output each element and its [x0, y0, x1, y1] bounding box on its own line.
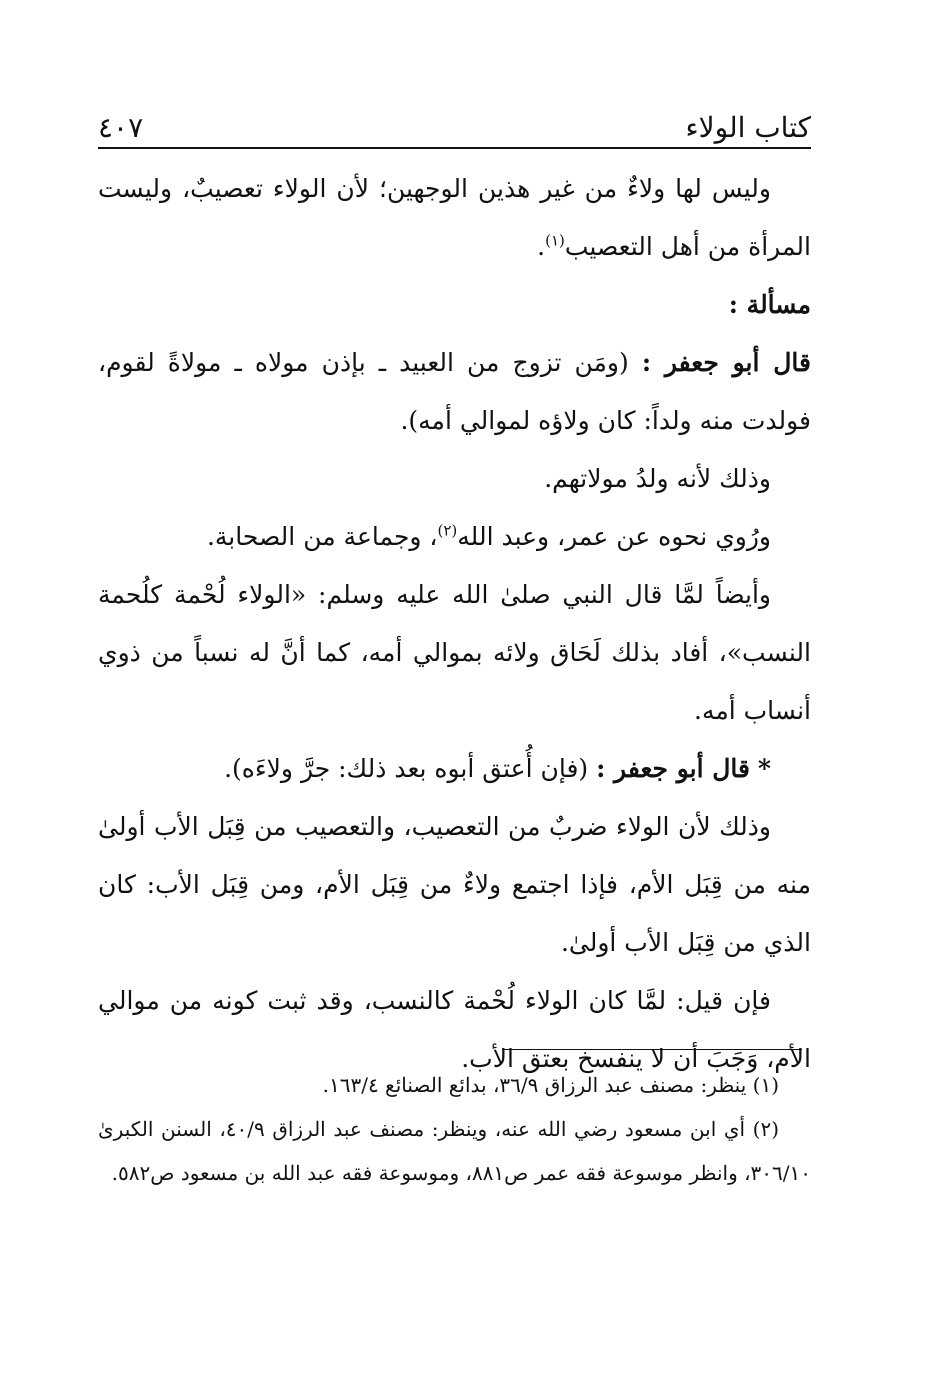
running-title: كتاب الولاء — [685, 111, 811, 144]
speaker-label-2: قال أبو جعفر : — [596, 754, 750, 783]
header-rule — [98, 147, 811, 149]
paragraph-4 — [98, 508, 811, 566]
paragraph-6 — [98, 740, 811, 798]
footnote-ref-1[interactable]: (١) — [545, 231, 565, 250]
paragraph-7: وذلك لأن الولاء ضربٌ من التعصيب، والتعصيب من قِبَل الأب أولىٰ منه من قِبَل الأم، فإذا اجتمع ولاءٌ من قِبَل الأم، ومن قِبَل الأب: كان الذي من قِبَل الأب أولىٰ. — [98, 812, 811, 957]
paragraph-4-text-a: ورُوي نحوه عن عمر، وعبد الله — [457, 522, 771, 551]
footnotes — [98, 1063, 811, 1195]
page-header — [98, 96, 811, 144]
footnote-ref-2[interactable]: (٢) — [437, 521, 458, 540]
paragraph-1 — [98, 160, 811, 276]
footnote-1: (١) ينظر: مصنف عبد الرزاق ٣٦/٩، بدائع الصنائع ١٦٣/٤. — [322, 1073, 779, 1097]
paragraph-8: فإن قيل: لمَّا كان الولاء لُحْمة كالنسب، وقد ثبت كونه من موالي الأم، وَجَبَ أن لا ينفسخ بعتق الأب. — [98, 986, 811, 1073]
footnote-2: (٢) أي ابن مسعود رضي الله عنه، وينظر: مصنف عبد الرزاق ٤٠/٩، السنن الكبرىٰ ٣٠٦/١٠، وانظر موسوعة فقه عمر ص٨٨١، وموسوعة فقه عبد الله بن مسعود ص٥٨٢. — [98, 1117, 811, 1185]
footnote-separator — [502, 1049, 802, 1050]
main-text — [98, 160, 811, 1088]
paragraph-5: وأيضاً لمَّا قال النبي صلىٰ الله عليه وسلم: «الولاء لُحْمة كلُحمة النسب»، أفاد بذلك لَحَاق ولائه بموالي أمه، كما أنَّ له نسباً من ذوي أنساب أمه. — [98, 580, 811, 725]
page-number: ٤٠٧ — [98, 111, 144, 144]
section-heading: مسألة : — [728, 290, 811, 319]
paragraph-2-text: (ومَن تزوج من العبيد ـ بإذن مولاه ـ مولاةً لقوم، فولدت منه ولداً: كان ولاؤه لموالي أمه). — [98, 348, 811, 435]
paragraph-1-end: . — [537, 232, 546, 261]
paragraph-6-text: (فإن أُعتق أبوه بعد ذلك: جرَّ ولاءَه). — [224, 754, 597, 783]
paragraph-1-text: وليس لها ولاءٌ من غير هذين الوجهين؛ لأن الولاء تعصيبٌ، وليست المرأة من أهل التعصيب — [98, 174, 811, 261]
speaker-label: قال أبو جعفر : — [641, 348, 811, 377]
paragraph-4-text-b: ، وجماعة من الصحابة. — [206, 522, 438, 551]
paragraph-2 — [98, 334, 811, 450]
paragraph-3: وذلك لأنه ولدُ مولاتهم. — [544, 464, 771, 493]
star-marker: * — [757, 754, 771, 783]
